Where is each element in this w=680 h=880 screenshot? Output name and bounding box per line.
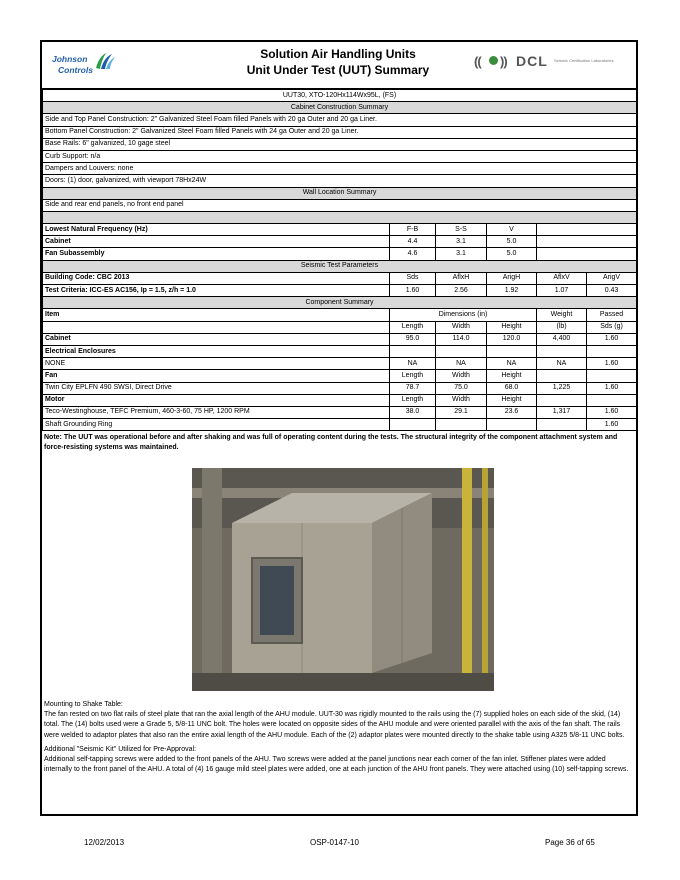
seismic-col: ArigV: [587, 272, 637, 284]
uut-summary-table: [42, 89, 637, 431]
width-header: Width: [436, 321, 487, 333]
component-value: NA: [537, 358, 587, 370]
empty-cell: [587, 394, 637, 406]
table-row: [43, 345, 637, 357]
cabinet-row: Bottom Panel Construction: 2" Galvanized Steel Foam filled Panels with 24 ga Outer and 20 ga Liner.: [43, 126, 637, 138]
table-row: [43, 272, 637, 284]
width-header: Width: [436, 394, 487, 406]
footer-doc-number: OSP-0147-10: [310, 838, 359, 847]
table-row: [43, 297, 637, 309]
page-title: [218, 46, 458, 78]
item-label: Item: [43, 309, 390, 321]
component-value: 1,317: [537, 406, 587, 418]
dcl-dot-icon: [489, 56, 498, 65]
component-value: 1.60: [587, 406, 637, 418]
empty-cell: [487, 419, 537, 431]
table-row: [43, 138, 637, 150]
table-row: [43, 419, 637, 431]
component-label: Cabinet: [43, 333, 390, 345]
dcl-logo: [474, 54, 634, 70]
component-group-label: Motor: [43, 394, 390, 406]
empty-cell: [436, 419, 487, 431]
empty-cell: [390, 345, 436, 357]
freq-value: 3.1: [436, 248, 487, 260]
passed-label: Passed: [587, 309, 637, 321]
passed-unit: Sds (g): [587, 321, 637, 333]
dcl-wave-left-icon: ((: [474, 54, 481, 69]
test-criteria-label: Test Criteria: ICC-ES AC156, Ip = 1.5, z/h = 1.0: [43, 285, 390, 297]
building-code-label: Building Code: CBC 2013: [43, 272, 390, 284]
seismic-kit-text: Additional self-tapping screws were added to the front panels of the AHU. Two screws were added at the panel junctions near each corner of the fan inlet. Stiffener plates were added internally to the front panel of the AHU. A total of (4) 16 gauge mild steel plates were added, one at each junction of the AHU front panels. They were attached using (10) self-tapping screws.: [44, 756, 629, 774]
uut-photo: [192, 468, 494, 691]
logo-emblem-icon: [94, 52, 116, 70]
freq-label: Lowest Natural Frequency (Hz): [43, 224, 390, 236]
component-value: 95.0: [390, 333, 436, 345]
freq-value: 5.0: [487, 248, 537, 260]
dcl-wave-right-icon: )): [500, 54, 507, 69]
document-header: [42, 42, 636, 89]
section-heading-cabinet: Cabinet Construction Summary: [43, 102, 637, 114]
cabinet-row: Curb Support: n/a: [43, 150, 637, 162]
empty-cell: [537, 248, 637, 260]
title-line2: Unit Under Test (UUT) Summary: [246, 63, 430, 77]
wall-row: Side and rear end panels, no front end panel: [43, 199, 637, 211]
component-value: 38.0: [390, 406, 436, 418]
length-header: Length: [390, 394, 436, 406]
freq-row-label: Fan Subassembly: [43, 248, 390, 260]
table-row: [43, 187, 637, 199]
component-value: 1.60: [587, 358, 637, 370]
empty-cell: [537, 236, 637, 248]
component-label: Teco-Westinghouse, TEFC Premium, 460-3-60, 75 HP, 1200 RPM: [43, 406, 390, 418]
table-row: [43, 309, 637, 321]
seismic-col: AflxH: [436, 272, 487, 284]
cabinet-row: Doors: (1) door, galvanized, with viewport 78Hx24W: [43, 175, 637, 187]
component-value: 23.6: [487, 406, 537, 418]
component-value: 4,400: [537, 333, 587, 345]
component-value: NA: [390, 358, 436, 370]
table-row: [43, 102, 637, 114]
empty-cell: [43, 321, 390, 333]
height-header: Height: [487, 370, 537, 382]
component-value: NA: [436, 358, 487, 370]
empty-cell: [537, 345, 587, 357]
table-row: [43, 211, 637, 223]
section-heading-seismic: Seismic Test Parameters: [43, 260, 637, 272]
freq-value: 4.4: [390, 236, 436, 248]
seismic-value: 0.43: [587, 285, 637, 297]
component-value: 29.1: [436, 406, 487, 418]
section-heading-component: Component Summary: [43, 297, 637, 309]
dimensions-label: Dimensions (in): [390, 309, 537, 321]
component-label: Twin City EPLFN 490 SWSI, Direct Drive: [43, 382, 390, 394]
cabinet-row: Base Rails: 6" galvanized, 10 gage steel: [43, 138, 637, 150]
freq-value: 4.6: [390, 248, 436, 260]
operational-note: Note: The UUT was operational before and after shaking and was full of operating content during the tests. The structural integrity of the component attachment system and force-resisting systems was maintained.: [44, 434, 618, 452]
length-header: Length: [390, 370, 436, 382]
freq-value: 3.1: [436, 236, 487, 248]
logo-text-line1: Johnson: [52, 54, 88, 64]
component-value: 1.60: [587, 333, 637, 345]
seismic-value: 1.60: [390, 285, 436, 297]
freq-value: 5.0: [487, 236, 537, 248]
table-row: [43, 199, 637, 211]
empty-cell: [390, 419, 436, 431]
footer-page-number: Page 36 of 65: [545, 838, 595, 847]
component-value: 68.0: [487, 382, 537, 394]
width-header: Width: [436, 370, 487, 382]
footer-date: 12/02/2013: [84, 838, 125, 847]
component-value: 1.60: [587, 382, 637, 394]
logo-text-line2: Controls: [58, 65, 93, 75]
table-row: [43, 260, 637, 272]
freq-col-fb: F-B: [390, 224, 436, 236]
height-header: Height: [487, 394, 537, 406]
table-row: [43, 285, 637, 297]
cabinet-row: Dampers and Louvers: none: [43, 163, 637, 175]
weight-unit: (lb): [537, 321, 587, 333]
document-page: [40, 40, 638, 816]
section-heading-wall: Wall Location Summary: [43, 187, 637, 199]
spacer-row: [43, 211, 637, 223]
empty-cell: [537, 370, 587, 382]
component-value: 120.0: [487, 333, 537, 345]
empty-cell: [537, 224, 637, 236]
weight-label: Weight: [537, 309, 587, 321]
table-row: [43, 370, 637, 382]
table-row: [43, 224, 637, 236]
table-row: [43, 163, 637, 175]
mounting-text: The fan rested on two flat rails of steel plate that ran the axial length of the AHU module. UUT-30 was rigidly mounted to the rails using the (7) supplied holes on each side of the skid, (14) total. The (14) bolts used were a Grade 5, 5/8-11 UNC bolt. The holes were located on opposite sides of the AHU module and were oriented parallel with the axis of the fan shaft. The rails were welded to adaptor plates that also ran the entire axial length of the AHU module. Each of the (2) adaptor plates were mounted directly to the shake table using A325 5/8-11 UNC bolts.: [44, 711, 625, 739]
seismic-col: Sds: [390, 272, 436, 284]
table-row: [43, 150, 637, 162]
table-row: [43, 248, 637, 260]
length-header: Length: [390, 321, 436, 333]
freq-col-v: V: [487, 224, 537, 236]
height-header: Height: [487, 321, 537, 333]
empty-cell: [537, 394, 587, 406]
cabinet-row: Side and Top Panel Construction: 2" Galvanized Steel Foam filled Panels with 20 ga Outer and 20 ga Liner.: [43, 114, 637, 126]
dcl-subtitle: Seismic Certification Laboratories: [554, 58, 614, 63]
seismic-value: 2.56: [436, 285, 487, 297]
component-group-label: Fan: [43, 370, 390, 382]
component-label: Shaft Grounding Ring: [43, 419, 390, 431]
empty-cell: [537, 419, 587, 431]
table-row: [43, 90, 637, 102]
seismic-col: AflxV: [537, 272, 587, 284]
seismic-col: ArigH: [487, 272, 537, 284]
seismic-kit-heading: Additional "Seismic Kit" Utilized for Pre-Approval:: [44, 745, 197, 753]
table-row: [43, 236, 637, 248]
component-value: 114.0: [436, 333, 487, 345]
freq-col-ss: S-S: [436, 224, 487, 236]
mounting-description: [44, 700, 634, 775]
component-value: 1.60: [587, 419, 637, 431]
table-row: [43, 321, 637, 333]
mounting-heading: Mounting to Shake Table:: [44, 701, 123, 708]
seismic-value: 1.92: [487, 285, 537, 297]
table-row: [43, 126, 637, 138]
model-designation: UUT30, XTO-120Hx114Wx95L, (FS): [43, 90, 637, 102]
component-label: NONE: [43, 358, 390, 370]
johnson-controls-logo: [52, 52, 112, 80]
empty-cell: [487, 345, 537, 357]
table-row: [43, 382, 637, 394]
table-row: [43, 114, 637, 126]
table-row: [43, 394, 637, 406]
component-group-label: Electrical Enclosures: [43, 345, 390, 357]
component-value: 78.7: [390, 382, 436, 394]
seismic-value: 1.07: [537, 285, 587, 297]
table-row: [43, 406, 637, 418]
component-value: NA: [487, 358, 537, 370]
empty-cell: [587, 370, 637, 382]
title-line1: Solution Air Handling Units: [260, 47, 416, 61]
dcl-name: DCL: [516, 53, 548, 69]
table-row: [43, 333, 637, 345]
component-value: 75.0: [436, 382, 487, 394]
freq-row-label: Cabinet: [43, 236, 390, 248]
empty-cell: [436, 345, 487, 357]
empty-cell: [587, 345, 637, 357]
table-row: [43, 358, 637, 370]
table-row: [43, 175, 637, 187]
component-value: 1,225: [537, 382, 587, 394]
